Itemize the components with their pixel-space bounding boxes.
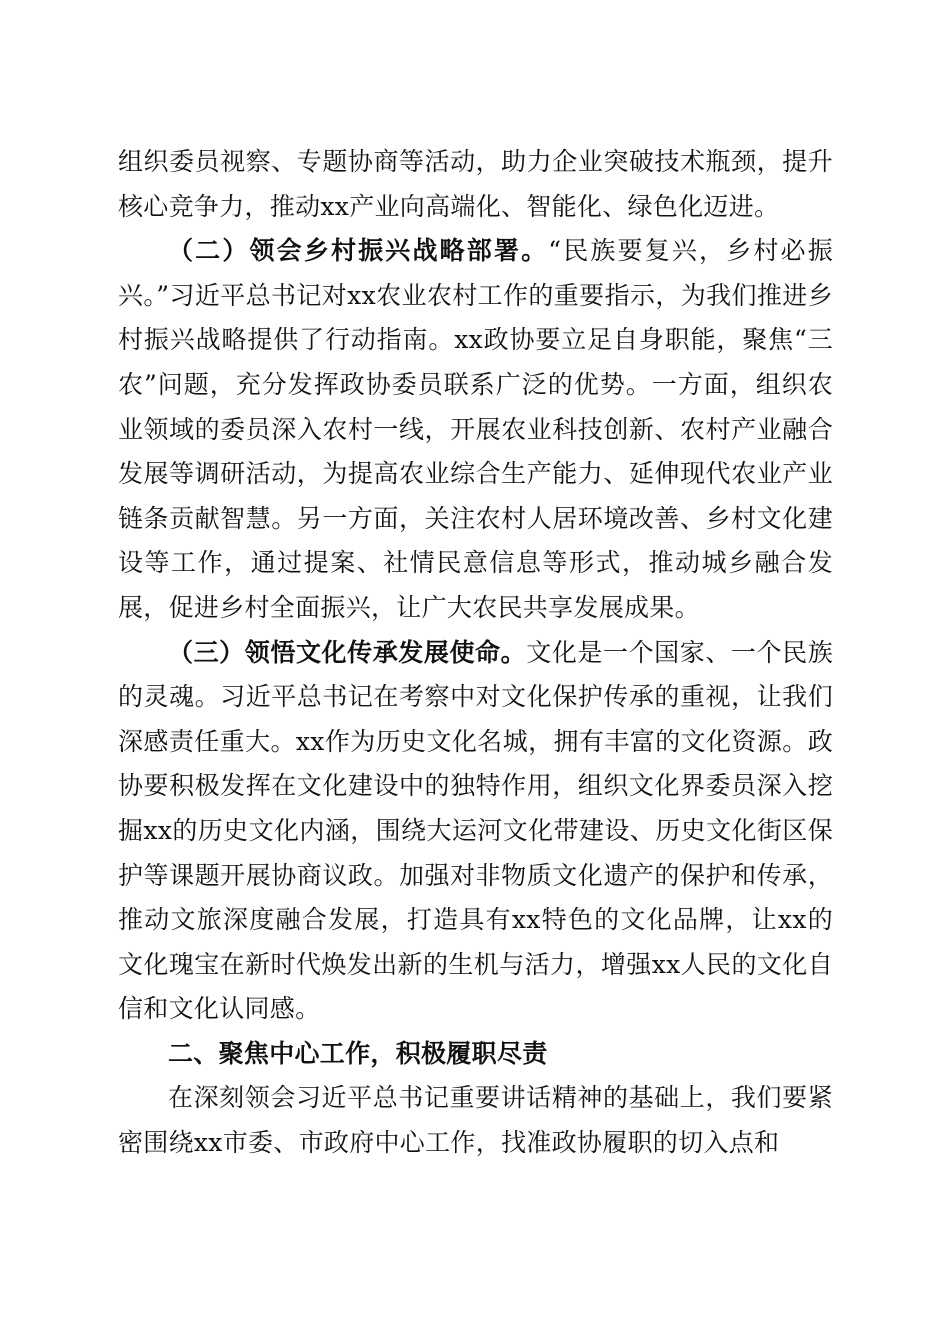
- paragraph-rural-revitalization-body: “民族要复兴，乡村必振兴。”习近平总书记对xx农业农村工作的重要指示，为我们推进乡村振兴战略提供了行动指南。xx政协要立足自身职能，聚焦“三农”问题，充分发挥政协委员联系广泛的优势。一方面，组织农业领域的委员深入农村一线，开展农业科技创新、农村产业融合发展等调研活动，为提高农业综合生产能力、延伸现代农业产业链条贡献智慧。另一方面，关注农村人居环境改善、乡村文化建设等工作，通过提案、社情民意信息等形式，推动城乡融合发展，促进乡村全面振兴，让广大农民共享发展成果。: [118, 236, 833, 622]
- paragraph-central-work: 在深刻领会习近平总书记重要讲话精神的基础上，我们要紧密围绕xx市委、市政府中心工作，找准政协履职的切入点和: [118, 1083, 833, 1158]
- paragraph-rural-revitalization: [118, 229, 833, 630]
- subheading-rural-revitalization: （二）领会乡村振兴战略部署。: [168, 236, 549, 266]
- paragraph-cultural-heritage: [118, 631, 833, 1032]
- subheading-cultural-heritage: （三）领悟文化传承发展使命。: [168, 637, 527, 667]
- paragraph-continuation: 组织委员视察、专题协商等活动，助力企业突破技术瓶颈，提升核心竞争力，推动xx产业向高端化、智能化、绿色化迈进。: [118, 147, 833, 221]
- paragraph-cultural-heritage-body: 文化是一个国家、一个民族的灵魂。习近平总书记在考察中对文化保护传承的重视，让我们深感责任重大。xx作为历史文化名城，拥有丰富的文化资源。政协要积极发挥在文化建设中的独特作用，组织文化界委员深入挖掘xx的历史文化内涵，围绕大运河文化带建设、历史文化街区保护等课题开展协商议政。加强对非物质文化遗产的保护和传承，推动文旅深度融合发展，打造具有xx特色的文化品牌，让xx的文化瑰宝在新时代焕发出新的生机与活力，增强xx人民的文化自信和文化认同感。: [118, 637, 833, 1024]
- section-heading: 二、聚焦中心工作，积极履职尽责: [168, 1038, 548, 1068]
- document-body: [118, 140, 833, 1166]
